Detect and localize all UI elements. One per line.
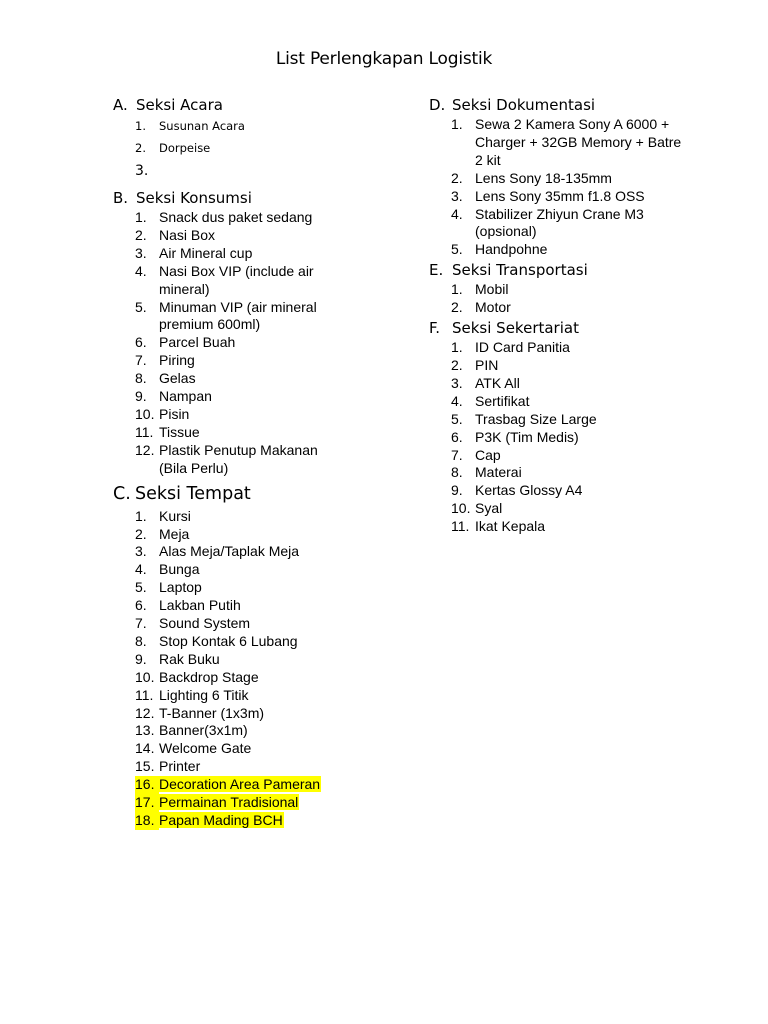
item-label: Mobil <box>475 281 509 298</box>
item-text <box>475 393 689 411</box>
list-item <box>429 447 689 465</box>
item-number: 3. <box>135 163 149 179</box>
list-item <box>429 206 689 242</box>
item-label: Tissue <box>159 423 200 440</box>
item-number: 9. <box>135 388 147 405</box>
item-text <box>159 579 343 597</box>
item-text <box>159 633 343 651</box>
list-item <box>429 116 689 170</box>
item-label: Dorpeise <box>159 140 211 155</box>
item-label: Rak Buku <box>159 650 220 667</box>
item-text <box>475 500 689 518</box>
list-item <box>429 429 689 447</box>
item-label: T-Banner (1x3m) <box>159 704 265 721</box>
item-text <box>159 561 343 579</box>
item-text <box>159 424 343 442</box>
item-label: Meja <box>159 525 190 542</box>
item-text <box>159 352 343 370</box>
section-seksi-konsumsi <box>113 187 343 478</box>
item-label: Nampan <box>159 388 212 405</box>
item-number: 6. <box>451 428 463 445</box>
item-text <box>475 447 689 465</box>
item-label: Lens Sony 35mm f1.8 OSS <box>475 187 645 204</box>
section-heading <box>429 259 689 281</box>
item-number: 2. <box>135 226 147 243</box>
section-letter: A. <box>113 96 128 114</box>
item-number: 2. <box>135 525 147 542</box>
item-label: Parcel Buah <box>159 334 236 351</box>
section-seksi-sekertariat <box>429 317 689 536</box>
list-item <box>113 138 343 160</box>
item-label: Lens Sony 18-135mm <box>475 169 612 186</box>
item-text <box>475 116 689 170</box>
item-text <box>159 159 343 183</box>
item-text <box>475 464 689 482</box>
item-text <box>159 370 343 388</box>
item-label: Lakban Putih <box>159 597 241 614</box>
list-item <box>113 334 343 352</box>
list-item <box>429 339 689 357</box>
list-item <box>429 393 689 411</box>
list-item <box>429 375 689 393</box>
item-number: 10. <box>135 668 155 685</box>
item-text <box>159 740 343 758</box>
list-item <box>113 406 343 424</box>
item-number: 4. <box>135 561 147 578</box>
list-item <box>113 687 343 705</box>
item-text <box>159 442 343 478</box>
item-number: 1. <box>135 209 147 225</box>
section-letter: D. <box>429 96 446 114</box>
list-item <box>113 722 343 740</box>
section-letter: B. <box>113 189 129 207</box>
item-number: 10. <box>451 500 471 517</box>
list-item <box>113 526 343 544</box>
item-list <box>113 209 343 478</box>
item-label: Air Mineral cup <box>159 244 253 261</box>
item-label: Laptop <box>159 579 202 596</box>
item-number: 9. <box>135 650 147 667</box>
list-item <box>113 543 343 561</box>
list-item <box>113 561 343 579</box>
item-label: Cap <box>475 446 501 463</box>
item-number: 8. <box>135 370 147 387</box>
item-text <box>159 543 343 561</box>
list-item <box>113 812 343 830</box>
item-label: Pisin <box>159 405 190 422</box>
item-text <box>159 388 343 406</box>
item-label: Alas Meja/Taplak Meja <box>159 543 300 560</box>
item-text <box>159 209 343 227</box>
item-number: 2. <box>451 169 463 186</box>
item-text <box>159 334 343 352</box>
item-label: Snack dus paket sedang <box>159 209 313 225</box>
item-label: Trasbag Size Large <box>475 410 597 427</box>
item-text <box>475 241 689 259</box>
section-letter: C. <box>113 483 131 504</box>
item-text <box>475 375 689 393</box>
item-list <box>429 281 689 317</box>
item-text <box>159 722 343 740</box>
item-text <box>475 299 689 317</box>
item-label: ATK All <box>475 374 520 391</box>
item-text <box>159 227 343 245</box>
list-item <box>429 357 689 375</box>
item-number: 1. <box>135 119 146 133</box>
list-item <box>429 482 689 500</box>
section-seksi-transportasi <box>429 259 689 317</box>
item-number: 6. <box>135 597 147 614</box>
list-item <box>113 615 343 633</box>
section-heading <box>113 187 343 209</box>
item-text <box>159 138 343 160</box>
item-number: 1. <box>451 339 463 356</box>
item-number: 3. <box>451 187 463 204</box>
item-text <box>159 776 343 794</box>
list-item <box>429 500 689 518</box>
list-item <box>113 705 343 723</box>
item-number: 2. <box>451 356 463 373</box>
list-item <box>113 508 343 526</box>
section-title: Seksi Tempat <box>135 483 251 504</box>
item-number: 1. <box>451 116 463 132</box>
item-number: 7. <box>451 446 463 463</box>
item-label: Motor <box>475 299 511 316</box>
item-text <box>159 526 343 544</box>
item-label: Kursi <box>159 507 191 524</box>
item-number: 3. <box>135 244 147 261</box>
item-text <box>159 651 343 669</box>
item-text <box>475 188 689 206</box>
item-text <box>159 669 343 687</box>
list-item <box>429 241 689 259</box>
list-item <box>429 518 689 536</box>
item-number: 3. <box>451 374 463 391</box>
item-label: Plastik Penutup Makanan (Bila Perlu) <box>159 441 318 476</box>
section-heading <box>429 94 689 116</box>
item-label: Lighting 6 Titik <box>159 686 249 703</box>
section-title: Seksi Transportasi <box>452 261 588 280</box>
item-number: 2. <box>135 140 146 155</box>
item-label: Welcome Gate <box>159 740 252 757</box>
item-number: 7. <box>135 615 147 632</box>
item-label: Decoration Area Pameran <box>159 776 321 793</box>
section-title: Seksi Sekertariat <box>452 319 579 338</box>
item-number: 2. <box>451 299 463 316</box>
section-heading <box>113 94 343 116</box>
item-text <box>475 170 689 188</box>
item-number: 8. <box>451 464 463 481</box>
item-text <box>159 116 343 138</box>
item-text <box>475 518 689 536</box>
item-number: 1. <box>135 507 147 524</box>
list-item <box>113 794 343 812</box>
item-number: 11. <box>135 423 154 440</box>
item-number: 4. <box>451 205 463 222</box>
list-item <box>113 579 343 597</box>
item-number: 5. <box>135 298 147 315</box>
item-label: ID Card Panitia <box>475 339 570 356</box>
item-number: 3. <box>135 543 147 560</box>
item-label: Minuman VIP (air mineral premium 600ml) <box>159 298 317 333</box>
item-text <box>475 206 689 242</box>
item-label: Nasi Box <box>159 226 216 243</box>
item-text <box>159 794 343 812</box>
item-label: Sound System <box>159 615 251 632</box>
item-number: 11. <box>451 518 470 535</box>
list-item <box>113 669 343 687</box>
item-text <box>159 597 343 615</box>
item-label: Sertifikat <box>475 392 530 409</box>
item-number: 7. <box>135 352 147 369</box>
item-text <box>159 705 343 723</box>
item-text <box>159 263 343 299</box>
item-number: 11. <box>135 686 154 703</box>
item-number: 12. <box>135 441 155 458</box>
item-text <box>159 245 343 263</box>
item-number: 5. <box>135 579 147 596</box>
item-label: Gelas <box>159 370 196 387</box>
item-label: Stop Kontak 6 Lubang <box>159 632 298 649</box>
item-label: PIN <box>475 356 499 373</box>
item-text <box>159 508 343 526</box>
item-text <box>159 758 343 776</box>
section-title: Seksi Konsumsi <box>136 189 252 207</box>
item-label: Printer <box>159 758 201 775</box>
section-seksi-tempat <box>113 480 343 830</box>
item-list <box>113 508 343 830</box>
list-item <box>429 411 689 429</box>
item-number: 18. <box>135 812 159 830</box>
item-label: Permainan Tradisional <box>159 794 299 811</box>
item-number: 16. <box>135 776 159 794</box>
item-text <box>475 482 689 500</box>
list-item <box>429 299 689 317</box>
item-number: 14. <box>135 740 155 757</box>
section-letter: E. <box>429 261 444 280</box>
item-text <box>159 615 343 633</box>
list-item <box>113 776 343 794</box>
list-item <box>113 209 343 227</box>
list-item <box>113 299 343 335</box>
list-item <box>429 281 689 299</box>
item-text <box>159 687 343 705</box>
item-label: Handpohne <box>475 241 548 258</box>
item-number: 8. <box>135 632 147 649</box>
list-item <box>113 245 343 263</box>
item-text <box>475 411 689 429</box>
item-text <box>475 357 689 375</box>
list-item <box>113 388 343 406</box>
list-item <box>113 159 343 183</box>
item-number: 5. <box>451 241 463 258</box>
item-number: 1. <box>451 281 463 298</box>
item-text <box>475 429 689 447</box>
item-text <box>475 281 689 299</box>
section-letter: F. <box>429 319 440 338</box>
item-text <box>159 812 343 830</box>
list-item <box>113 352 343 370</box>
section-heading <box>113 480 343 508</box>
item-label: Backdrop Stage <box>159 668 259 685</box>
document-title: List Perlengkapan Logistik <box>275 49 493 69</box>
left-column <box>113 94 343 830</box>
item-text <box>475 339 689 357</box>
item-list <box>429 116 689 259</box>
list-item <box>113 424 343 442</box>
item-text <box>159 299 343 335</box>
list-item <box>113 116 343 138</box>
list-item <box>113 597 343 615</box>
list-item <box>113 442 343 478</box>
item-number: 17. <box>135 794 159 812</box>
item-number: 13. <box>135 722 155 739</box>
right-column <box>429 94 689 536</box>
item-number: 5. <box>451 410 463 427</box>
item-number: 4. <box>135 262 147 279</box>
item-text <box>159 406 343 424</box>
list-item <box>429 464 689 482</box>
list-item <box>113 263 343 299</box>
item-label: Materai <box>475 464 522 481</box>
item-list <box>113 116 343 183</box>
item-label: Susunan Acara <box>159 119 245 133</box>
section-seksi-dokumentasi <box>429 94 689 259</box>
list-item <box>113 370 343 388</box>
list-item <box>429 170 689 188</box>
list-item <box>113 227 343 245</box>
list-item <box>113 651 343 669</box>
list-item <box>113 740 343 758</box>
item-number: 15. <box>135 758 155 775</box>
item-label: Nasi Box VIP (include air mineral) <box>159 262 314 297</box>
list-item <box>113 633 343 651</box>
section-seksi-acara <box>113 94 343 183</box>
list-item <box>429 188 689 206</box>
item-label: Papan Mading BCH <box>159 812 283 828</box>
item-label: Bunga <box>159 561 200 578</box>
item-label: Ikat Kepala <box>475 518 546 535</box>
item-number: 4. <box>451 392 463 409</box>
item-label: Syal <box>475 500 503 517</box>
item-number: 10. <box>135 405 155 422</box>
section-title: Seksi Acara <box>136 96 223 114</box>
item-label: Sewa 2 Kamera Sony A 6000 + Charger + 32GB Memory + Batre 2 kit <box>475 116 682 168</box>
item-label: Piring <box>159 352 195 369</box>
item-label: P3K (Tim Medis) <box>475 428 579 445</box>
item-number: 12. <box>135 704 155 721</box>
section-title: Seksi Dokumentasi <box>452 96 596 114</box>
item-label: Kertas Glossy A4 <box>475 482 583 499</box>
item-label: Stabilizer Zhiyun Crane M3 (opsional) <box>475 205 644 240</box>
list-item <box>113 758 343 776</box>
item-number: 9. <box>451 482 463 499</box>
item-label: Banner(3x1m) <box>159 722 248 739</box>
item-number: 6. <box>135 334 147 351</box>
item-list <box>429 339 689 536</box>
section-heading <box>429 317 689 339</box>
